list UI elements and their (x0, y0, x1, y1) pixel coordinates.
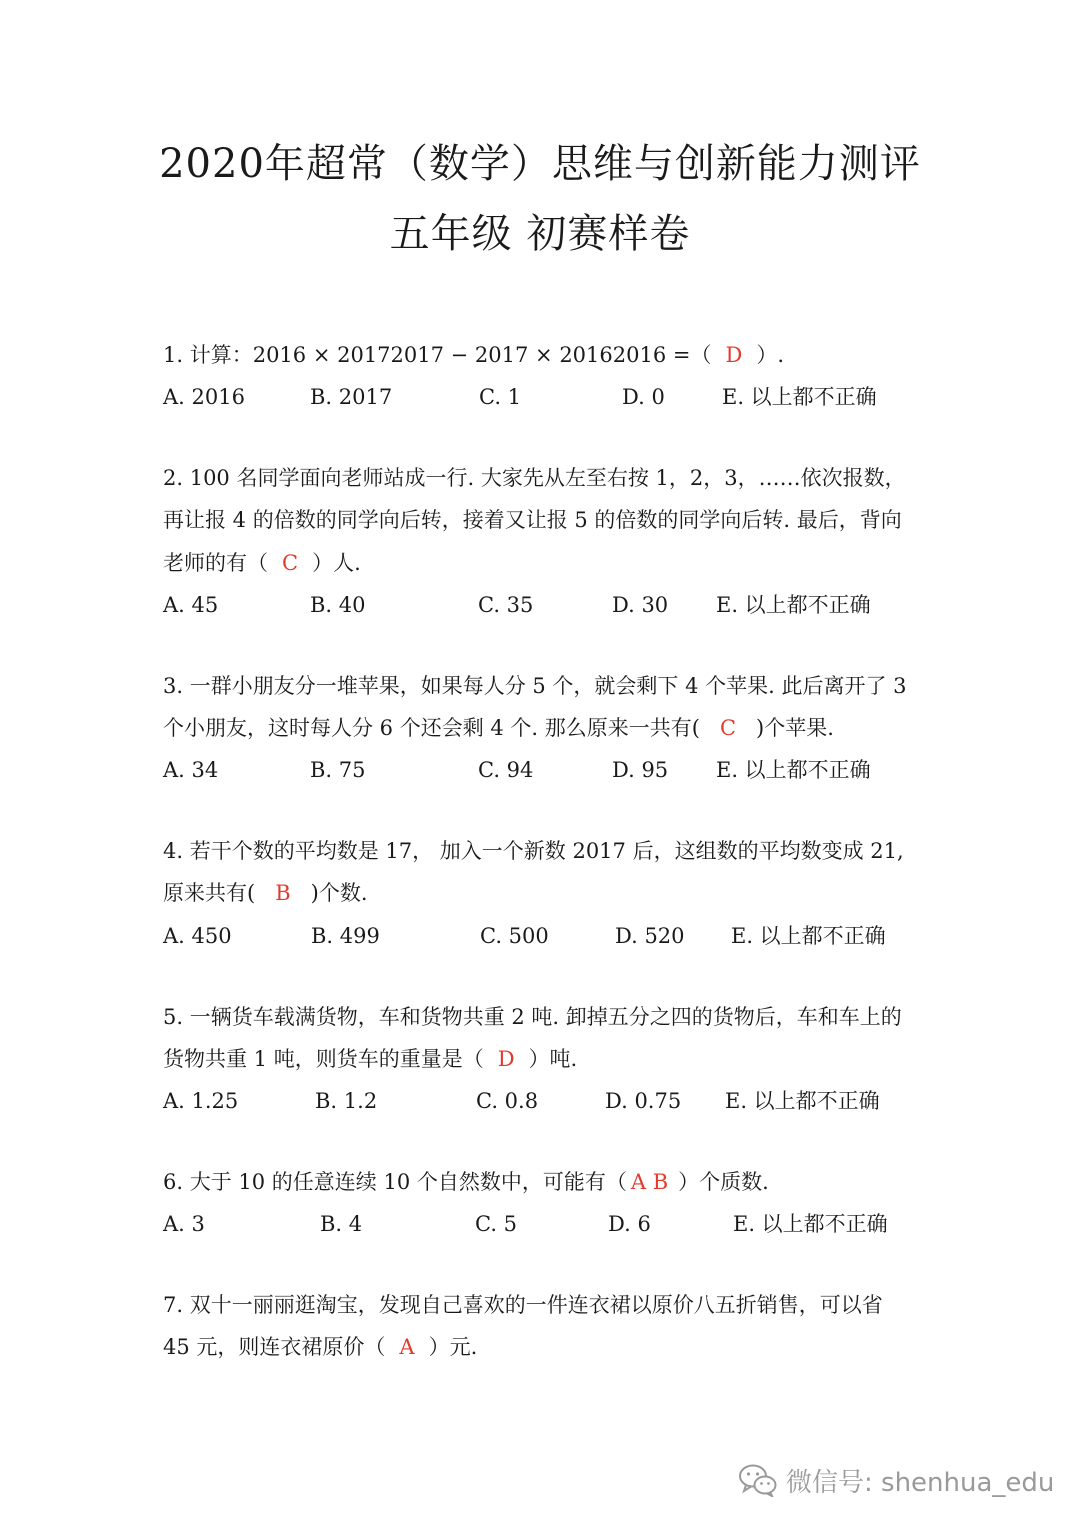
option-c: C. 500 (480, 924, 549, 948)
option-b: B. 75 (310, 758, 366, 782)
question-3-options (163, 755, 923, 785)
question-5-answer: D (497, 1047, 515, 1071)
option-d: D. 30 (612, 593, 669, 617)
page-subtitle: 五年级 初赛样卷 (389, 211, 691, 257)
question-2-text: 2. 100 名同学面向老师站成一行. 大家先从左至右按 1，2，3，……依次报数， (163, 466, 906, 490)
question-6-text: 6. 大于 10 的任意连续 10 个自然数中，可能有（ A B ）个质数. (163, 1167, 769, 1197)
question-3-text: 3. 一群小朋友分一堆苹果，如果每人分 5 个，就会剩下 4 个苹果. 此后离开了 3 (163, 674, 907, 698)
option-b: B. 4 (320, 1212, 363, 1236)
watermark (738, 1460, 1054, 1500)
option-d: D. 520 (615, 924, 685, 948)
question-1-text: 1. 计算：2016 × 20172017 − 2017 × 20162016 =（ D ）. (163, 340, 784, 370)
question-3-answer: C (719, 716, 737, 740)
option-a: A. 2016 (163, 385, 245, 409)
question-5-text: 5. 一辆货车载满货物，车和货物共重 2 吨. 卸掉五分之四的货物后，车和车上的 (163, 1005, 902, 1029)
option-e: E. 以上都不正确 (722, 385, 877, 409)
question-2-text: 老师的有（ C ）人. (163, 548, 361, 578)
option-e: E. 以上都不正确 (725, 1089, 880, 1113)
question-5-text: 货物共重 1 吨，则货车的重量是（ D ）吨. (163, 1044, 577, 1074)
question-7-text: 45 元，则连衣裙原价（ A ）元. (163, 1332, 477, 1362)
option-d: D. 95 (612, 758, 669, 782)
question-4-options (163, 921, 923, 951)
option-c: C. 0.8 (476, 1089, 539, 1113)
question-4-text: 原来共有( B )个数. (163, 878, 368, 908)
option-d: D. 0.75 (605, 1089, 682, 1113)
question-1-options (163, 382, 923, 412)
option-c: C. 94 (478, 758, 534, 782)
option-a: A. 34 (163, 758, 219, 782)
question-7-answer: A (399, 1335, 415, 1359)
option-b: B. 1.2 (315, 1089, 378, 1113)
option-b: B. 40 (310, 593, 366, 617)
question-4-answer: B (275, 881, 291, 905)
option-a: A. 3 (163, 1212, 205, 1236)
question-1-answer: D (725, 343, 743, 367)
option-c: C. 5 (475, 1212, 518, 1236)
option-c: C. 35 (478, 593, 534, 617)
question-2-options (163, 590, 923, 620)
question-2-text: 再让报 4 的倍数的同学向后转，接着又让报 5 的倍数的同学向后转. 最后，背向 (163, 508, 902, 532)
option-a: A. 45 (163, 593, 219, 617)
option-c: C. 1 (479, 385, 522, 409)
option-e: E. 以上都不正确 (716, 758, 871, 782)
watermark-text: 微信号: shenhua_edu (786, 1467, 1055, 1498)
question-6-answer: A B (630, 1170, 669, 1194)
option-d: D. 0 (622, 385, 665, 409)
question-3-text: 个小朋友，这时每人分 6 个还会剩 4 个. 那么原来一共有( C )个苹果. (163, 713, 834, 743)
question-6-options (163, 1209, 923, 1239)
option-e: E. 以上都不正确 (716, 593, 871, 617)
option-a: A. 450 (163, 924, 232, 948)
option-d: D. 6 (608, 1212, 651, 1236)
question-4-text: 4. 若干个数的平均数是 17， 加入一个新数 2017 后，这组数的平均数变成 21, (163, 839, 904, 863)
option-b: B. 2017 (310, 385, 393, 409)
question-7-text: 7. 双十一丽丽逛淘宝，发现自己喜欢的一件连衣裙以原价八五折销售，可以省 (163, 1293, 883, 1317)
option-e: E. 以上都不正确 (731, 924, 886, 948)
question-2-answer: C (282, 551, 299, 575)
question-5-options (163, 1086, 923, 1116)
option-a: A. 1.25 (163, 1089, 239, 1113)
option-e: E. 以上都不正确 (733, 1212, 888, 1236)
option-b: B. 499 (311, 924, 380, 948)
wechat-icon (738, 1463, 778, 1497)
page-title: 2020年超常（数学）思维与创新能力测评 (159, 141, 921, 187)
